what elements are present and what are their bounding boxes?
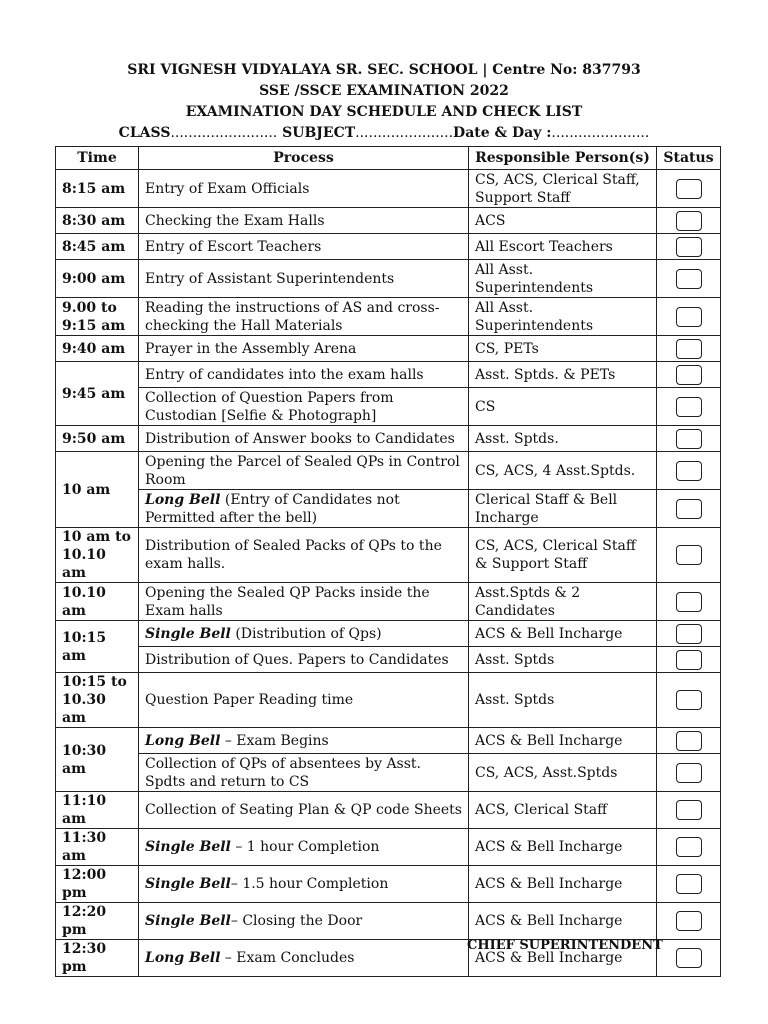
document-header bbox=[0, 60, 768, 144]
table-row bbox=[56, 260, 721, 298]
row-process: Entry of Assistant Superintendents bbox=[139, 260, 469, 298]
table-row bbox=[56, 754, 721, 792]
status-cell bbox=[657, 792, 721, 829]
row-process bbox=[139, 829, 469, 866]
row-person: All Asst. Superintendents bbox=[469, 298, 657, 336]
row-time: 10:15 am bbox=[56, 621, 139, 673]
status-checkbox[interactable] bbox=[676, 461, 702, 481]
status-cell bbox=[657, 583, 721, 621]
row-time: 11:30 am bbox=[56, 829, 139, 866]
status-cell bbox=[657, 528, 721, 583]
row-process-text: – Exam Concludes bbox=[220, 950, 355, 966]
status-cell bbox=[657, 940, 721, 977]
date-blank: ...................... bbox=[551, 125, 650, 141]
table-row bbox=[56, 170, 721, 208]
row-time: 10:15 to 10.30 am bbox=[56, 673, 139, 728]
table-row bbox=[56, 866, 721, 903]
row-time: 9:45 am bbox=[56, 362, 139, 426]
row-person: ACS & Bell Incharge bbox=[469, 728, 657, 754]
row-process-text: – 1 hour Completion bbox=[230, 839, 380, 855]
row-time: 10.10 am bbox=[56, 583, 139, 621]
row-person: Asst. Sptds. bbox=[469, 426, 657, 452]
status-checkbox[interactable] bbox=[676, 211, 702, 231]
status-cell bbox=[657, 490, 721, 528]
row-person: Asst. Sptds bbox=[469, 673, 657, 728]
row-time: 11:10 am bbox=[56, 792, 139, 829]
table-row bbox=[56, 792, 721, 829]
status-checkbox[interactable] bbox=[676, 650, 702, 670]
status-cell bbox=[657, 208, 721, 234]
row-time: 9:40 am bbox=[56, 336, 139, 362]
bell-label: Long Bell bbox=[145, 491, 221, 508]
exam-title: SSE /SSCE EXAMINATION 2022 bbox=[259, 83, 509, 99]
status-cell bbox=[657, 754, 721, 792]
class-subject-line bbox=[0, 123, 768, 144]
schedule-title: EXAMINATION DAY SCHEDULE AND CHECK LIST bbox=[185, 104, 583, 120]
table-row bbox=[56, 298, 721, 336]
row-time: 10:30 am bbox=[56, 728, 139, 792]
row-time: 8:30 am bbox=[56, 208, 139, 234]
row-time: 9.00 to 9:15 am bbox=[56, 298, 139, 336]
table-row bbox=[56, 673, 721, 728]
status-checkbox[interactable] bbox=[676, 911, 702, 931]
table-row bbox=[56, 528, 721, 583]
status-cell bbox=[657, 452, 721, 490]
row-process bbox=[139, 728, 469, 754]
row-process: Entry of Escort Teachers bbox=[139, 234, 469, 260]
row-time: 12:00 pm bbox=[56, 866, 139, 903]
row-person: CS, PETs bbox=[469, 336, 657, 362]
table-row bbox=[56, 234, 721, 260]
row-person: CS, ACS, Clerical Staff & Support Staff bbox=[469, 528, 657, 583]
status-checkbox[interactable] bbox=[676, 731, 702, 751]
table-row bbox=[56, 362, 721, 388]
row-process bbox=[139, 866, 469, 903]
row-person: Asst. Sptds. & PETs bbox=[469, 362, 657, 388]
row-person: Asst. Sptds bbox=[469, 647, 657, 673]
row-time: 9:00 am bbox=[56, 260, 139, 298]
status-cell bbox=[657, 170, 721, 208]
row-person: Clerical Staff & Bell Incharge bbox=[469, 490, 657, 528]
row-person: CS, ACS, 4 Asst.Sptds. bbox=[469, 452, 657, 490]
row-process: Checking the Exam Halls bbox=[139, 208, 469, 234]
row-time: 9:50 am bbox=[56, 426, 139, 452]
status-checkbox[interactable] bbox=[676, 339, 702, 359]
row-person: CS, ACS, Asst.Sptds bbox=[469, 754, 657, 792]
status-checkbox[interactable] bbox=[676, 874, 702, 894]
status-column-header: Status bbox=[657, 147, 721, 170]
table-row bbox=[56, 208, 721, 234]
schedule-table bbox=[55, 146, 721, 977]
class-blank: ........................ bbox=[170, 125, 278, 141]
row-time: 10 am to 10.10 am bbox=[56, 528, 139, 583]
row-person: All Escort Teachers bbox=[469, 234, 657, 260]
bell-label: Single Bell bbox=[145, 876, 231, 892]
table-row bbox=[56, 829, 721, 866]
status-checkbox[interactable] bbox=[676, 763, 702, 783]
row-process-text: (Entry of Candidates not Permitted after the bell) bbox=[145, 491, 400, 526]
date-label: Date & Day : bbox=[453, 125, 552, 141]
row-time: 8:15 am bbox=[56, 170, 139, 208]
row-person: CS, ACS, Clerical Staff, Support Staff bbox=[469, 170, 657, 208]
row-process: Distribution of Ques. Papers to Candidates bbox=[139, 647, 469, 673]
bell-label: Single Bell bbox=[145, 839, 231, 855]
bell-label: Long Bell bbox=[145, 950, 221, 966]
row-person: ACS & Bell Incharge bbox=[469, 940, 657, 977]
school-title: SRI VIGNESH VIDYALAYA SR. SEC. SCHOOL | Centre No: 837793 bbox=[127, 62, 641, 78]
subject-blank: ...................... bbox=[355, 125, 454, 141]
status-checkbox[interactable] bbox=[676, 365, 702, 385]
status-cell bbox=[657, 866, 721, 903]
status-cell bbox=[657, 903, 721, 940]
row-process bbox=[139, 490, 469, 528]
bell-label: Single Bell bbox=[145, 913, 231, 929]
status-cell bbox=[657, 388, 721, 426]
bell-label: Single Bell bbox=[145, 625, 231, 642]
row-process: Entry of candidates into the exam halls bbox=[139, 362, 469, 388]
status-cell bbox=[657, 647, 721, 673]
table-row bbox=[56, 621, 721, 647]
table-row bbox=[56, 903, 721, 940]
table-row bbox=[56, 583, 721, 621]
row-person: All Asst. Superintendents bbox=[469, 260, 657, 298]
person-column-header: Responsible Person(s) bbox=[469, 147, 657, 170]
status-checkbox[interactable] bbox=[676, 179, 702, 199]
subject-label: SUBJECT bbox=[282, 125, 356, 141]
time-column-header: Time bbox=[56, 147, 139, 170]
table-row bbox=[56, 336, 721, 362]
status-checkbox[interactable] bbox=[676, 429, 702, 449]
row-process bbox=[139, 621, 469, 647]
status-checkbox[interactable] bbox=[676, 690, 702, 710]
table-row bbox=[56, 490, 721, 528]
row-person: CS bbox=[469, 388, 657, 426]
status-cell bbox=[657, 298, 721, 336]
row-process-text: (Distribution of Qps) bbox=[230, 625, 382, 642]
row-process bbox=[139, 903, 469, 940]
row-time: 12:20 pm bbox=[56, 903, 139, 940]
chief-superintendent-signature: CHIEF SUPERINTENDENT bbox=[467, 938, 663, 953]
table-row bbox=[56, 388, 721, 426]
row-process: Collection of Seating Plan & QP code Sheets bbox=[139, 792, 469, 829]
row-person: ACS, Clerical Staff bbox=[469, 792, 657, 829]
row-process: Distribution of Sealed Packs of QPs to the exam halls. bbox=[139, 528, 469, 583]
row-process: Distribution of Answer books to Candidates bbox=[139, 426, 469, 452]
row-person: ACS bbox=[469, 208, 657, 234]
status-cell bbox=[657, 621, 721, 647]
status-checkbox[interactable] bbox=[676, 269, 702, 289]
table-row bbox=[56, 647, 721, 673]
row-process bbox=[139, 940, 469, 977]
row-process: Question Paper Reading time bbox=[139, 673, 469, 728]
row-person: ACS & Bell Incharge bbox=[469, 866, 657, 903]
row-process: Prayer in the Assembly Arena bbox=[139, 336, 469, 362]
status-checkbox[interactable] bbox=[676, 307, 702, 327]
row-process-text: – Closing the Door bbox=[230, 913, 363, 929]
row-process: Opening the Parcel of Sealed QPs in Control Room bbox=[139, 452, 469, 490]
status-checkbox[interactable] bbox=[676, 948, 702, 968]
status-checkbox[interactable] bbox=[676, 397, 702, 417]
table-header-row bbox=[56, 147, 721, 170]
process-column-header: Process bbox=[139, 147, 469, 170]
status-checkbox[interactable] bbox=[676, 800, 702, 820]
status-cell bbox=[657, 728, 721, 754]
row-person: ACS & Bell Incharge bbox=[469, 621, 657, 647]
status-cell bbox=[657, 673, 721, 728]
table-row bbox=[56, 452, 721, 490]
row-process: Collection of QPs of absentees by Asst. Spdts and return to CS bbox=[139, 754, 469, 792]
row-process: Collection of Question Papers from Custodian [Selfie & Photograph] bbox=[139, 388, 469, 426]
row-process: Reading the instructions of AS and cross-checking the Hall Materials bbox=[139, 298, 469, 336]
status-cell bbox=[657, 829, 721, 866]
row-time: 10 am bbox=[56, 452, 139, 528]
table-row bbox=[56, 426, 721, 452]
status-checkbox[interactable] bbox=[676, 499, 702, 519]
row-person: ACS & Bell Incharge bbox=[469, 903, 657, 940]
status-cell bbox=[657, 260, 721, 298]
row-person: ACS & Bell Incharge bbox=[469, 829, 657, 866]
row-process: Opening the Sealed QP Packs inside the Exam halls bbox=[139, 583, 469, 621]
row-time: 8:45 am bbox=[56, 234, 139, 260]
status-checkbox[interactable] bbox=[676, 624, 702, 644]
status-cell bbox=[657, 336, 721, 362]
row-process: Entry of Exam Officials bbox=[139, 170, 469, 208]
status-checkbox[interactable] bbox=[676, 237, 702, 257]
row-process-text: – 1.5 hour Completion bbox=[230, 876, 389, 892]
status-cell bbox=[657, 426, 721, 452]
status-checkbox[interactable] bbox=[676, 592, 702, 612]
row-process-text: – Exam Begins bbox=[220, 732, 329, 749]
row-person: Asst.Sptds & 2 Candidates bbox=[469, 583, 657, 621]
class-label: CLASS bbox=[118, 125, 171, 141]
status-cell bbox=[657, 234, 721, 260]
bell-label: Long Bell bbox=[145, 732, 221, 749]
status-cell bbox=[657, 362, 721, 388]
status-checkbox[interactable] bbox=[676, 545, 702, 565]
row-time: 12:30 pm bbox=[56, 940, 139, 977]
table-row bbox=[56, 728, 721, 754]
status-checkbox[interactable] bbox=[676, 837, 702, 857]
